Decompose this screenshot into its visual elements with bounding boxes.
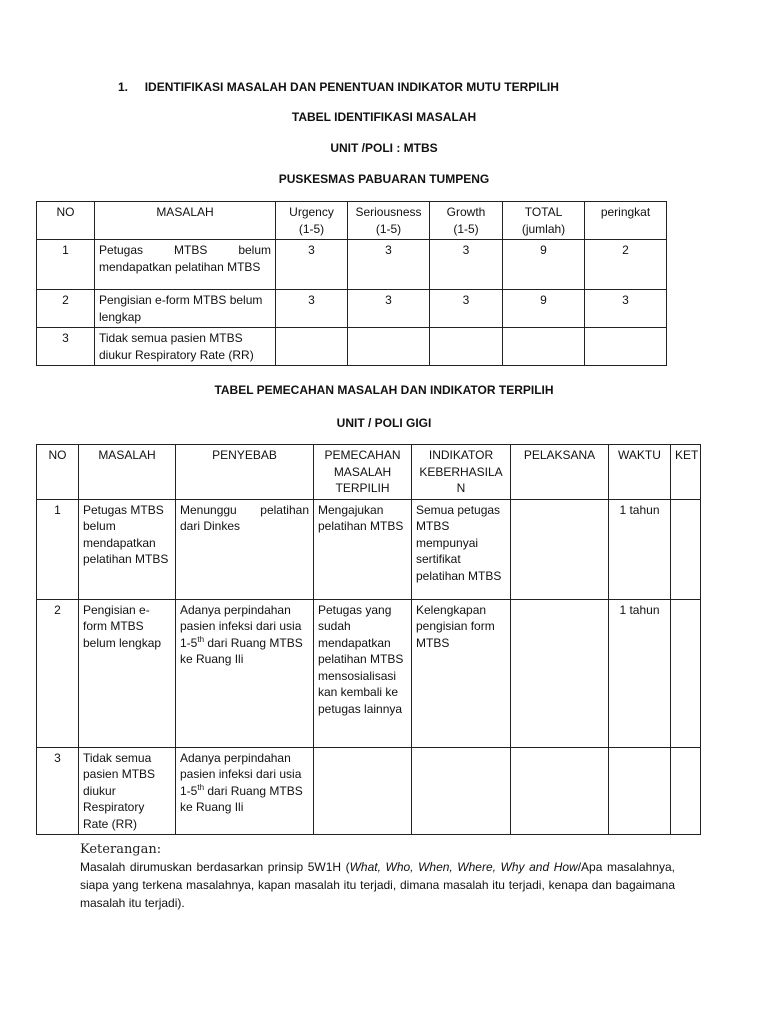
row-peringkat xyxy=(585,328,667,366)
row-masalah: Petugas MTBS belum mendapatkan pelatihan MTBS xyxy=(79,499,176,599)
table-row xyxy=(37,747,701,835)
row-masalah: Tidak semua pasien MTBS diukur Respiratory Rate (RR) xyxy=(79,747,176,835)
header-masalah: MASALAH xyxy=(79,445,176,500)
row-pemecahan: Petugas yang sudah mendapatkan pelatihan MTBS mensosialisasi kan kembali ke petugas lainnya xyxy=(314,599,412,747)
row-no: 2 xyxy=(37,290,95,328)
row-growth xyxy=(430,328,503,366)
header-no: NO xyxy=(37,445,79,500)
row-pelaksana xyxy=(511,599,609,747)
row-no: 3 xyxy=(37,747,79,835)
table1-unit: UNIT /POLI : MTBS xyxy=(330,141,438,155)
row-pemecahan: Mengajukan pelatihan MTBS xyxy=(314,499,412,599)
row-peringkat: 2 xyxy=(585,240,667,290)
row-seriousness: 3 xyxy=(348,290,430,328)
row-urgency: 3 xyxy=(276,290,348,328)
header-waktu: WAKTU xyxy=(609,445,671,500)
header-masalah: MASALAH xyxy=(95,202,276,240)
row-penyebab: Adanya perpindahan pasien infeksi dari usia 1-5th dari Ruang MTBS ke Ruang Ili xyxy=(176,599,314,747)
row-penyebab: Menunggu pelatihan dari Dinkes xyxy=(176,499,314,599)
row-no: 1 xyxy=(37,240,95,290)
problem-identification-table xyxy=(36,201,667,366)
header-penyebab: PENYEBAB xyxy=(176,445,314,500)
row-indikator: Kelengkapan pengisian form MTBS xyxy=(412,599,511,747)
row-waktu: 1 tahun xyxy=(609,499,671,599)
header-total: TOTAL (jumlah) xyxy=(503,202,585,240)
section-heading xyxy=(118,80,559,94)
row-penyebab: Adanya perpindahan pasien infeksi dari usia 1-5th dari Ruang MTBS ke Ruang Ili xyxy=(176,747,314,835)
note-title: Keterangan: xyxy=(80,842,162,857)
row-ket xyxy=(671,599,701,747)
row-no: 3 xyxy=(37,328,95,366)
table2-unit: UNIT / POLI GIGI xyxy=(336,416,432,430)
header-seriousness: Seriousness (1-5) xyxy=(348,202,430,240)
row-masalah: Petugas MTBS belum mendapatkan pelatihan MTBS xyxy=(95,240,276,290)
row-seriousness xyxy=(348,328,430,366)
table-row xyxy=(37,290,667,328)
header-indikator: INDIKATOR KEBERHASILA N xyxy=(412,445,511,500)
section-title: IDENTIFIKASI MASALAH DAN PENENTUAN INDIKATOR MUTU TERPILIH xyxy=(144,80,559,94)
table1-title: TABEL IDENTIFIKASI MASALAH xyxy=(291,110,477,124)
row-indikator: Semua petugas MTBS mempunyai sertifikat pelatihan MTBS xyxy=(412,499,511,599)
note-text: Masalah dirumuskan berdasarkan prinsip 5W1H (What, Who, When, Where, Why and How/Apa masalahnya, siapa yang terkena masalahnya, kapan masalah itu terjadi, dimana masalah itu terjadi, kenapa dan bagaimana masalah itu terjadi). xyxy=(80,860,675,910)
row-indikator xyxy=(412,747,511,835)
row-waktu: 1 tahun xyxy=(609,599,671,747)
row-seriousness: 3 xyxy=(348,240,430,290)
row-pemecahan xyxy=(314,747,412,835)
table-row xyxy=(37,240,667,290)
row-growth: 3 xyxy=(430,290,503,328)
row-masalah: Pengisian e-form MTBS belum lengkap xyxy=(95,290,276,328)
table2-title: TABEL PEMECAHAN MASALAH DAN INDIKATOR TERPILIH xyxy=(214,383,554,397)
header-growth: Growth (1-5) xyxy=(430,202,503,240)
problem-solving-table xyxy=(36,444,701,835)
row-pelaksana xyxy=(511,747,609,835)
row-total xyxy=(503,328,585,366)
row-masalah: Pengisian e-form MTBS belum lengkap xyxy=(79,599,176,747)
row-peringkat: 3 xyxy=(585,290,667,328)
row-ket xyxy=(671,499,701,599)
header-no: NO xyxy=(37,202,95,240)
row-urgency xyxy=(276,328,348,366)
header-pemecahan: PEMECAHAN MASALAH TERPILIH xyxy=(314,445,412,500)
row-no: 2 xyxy=(37,599,79,747)
row-ket xyxy=(671,747,701,835)
table-row xyxy=(37,328,667,366)
table1-location: PUSKESMAS PABUARAN TUMPENG xyxy=(278,172,490,186)
header-ket: KET xyxy=(671,445,701,500)
row-urgency: 3 xyxy=(276,240,348,290)
table-row xyxy=(37,499,701,599)
row-masalah: Tidak semua pasien MTBS diukur Respiratory Rate (RR) xyxy=(95,328,276,366)
section-number: 1. xyxy=(118,80,129,94)
row-growth: 3 xyxy=(430,240,503,290)
header-urgency: Urgency (1-5) xyxy=(276,202,348,240)
row-total: 9 xyxy=(503,290,585,328)
row-pelaksana xyxy=(511,499,609,599)
row-total: 9 xyxy=(503,240,585,290)
row-no: 1 xyxy=(37,499,79,599)
header-pelaksana: PELAKSANA xyxy=(511,445,609,500)
row-waktu xyxy=(609,747,671,835)
table-header-row xyxy=(37,202,667,240)
table-row xyxy=(37,599,701,747)
header-peringkat: peringkat xyxy=(585,202,667,240)
table-header-row xyxy=(37,445,701,500)
